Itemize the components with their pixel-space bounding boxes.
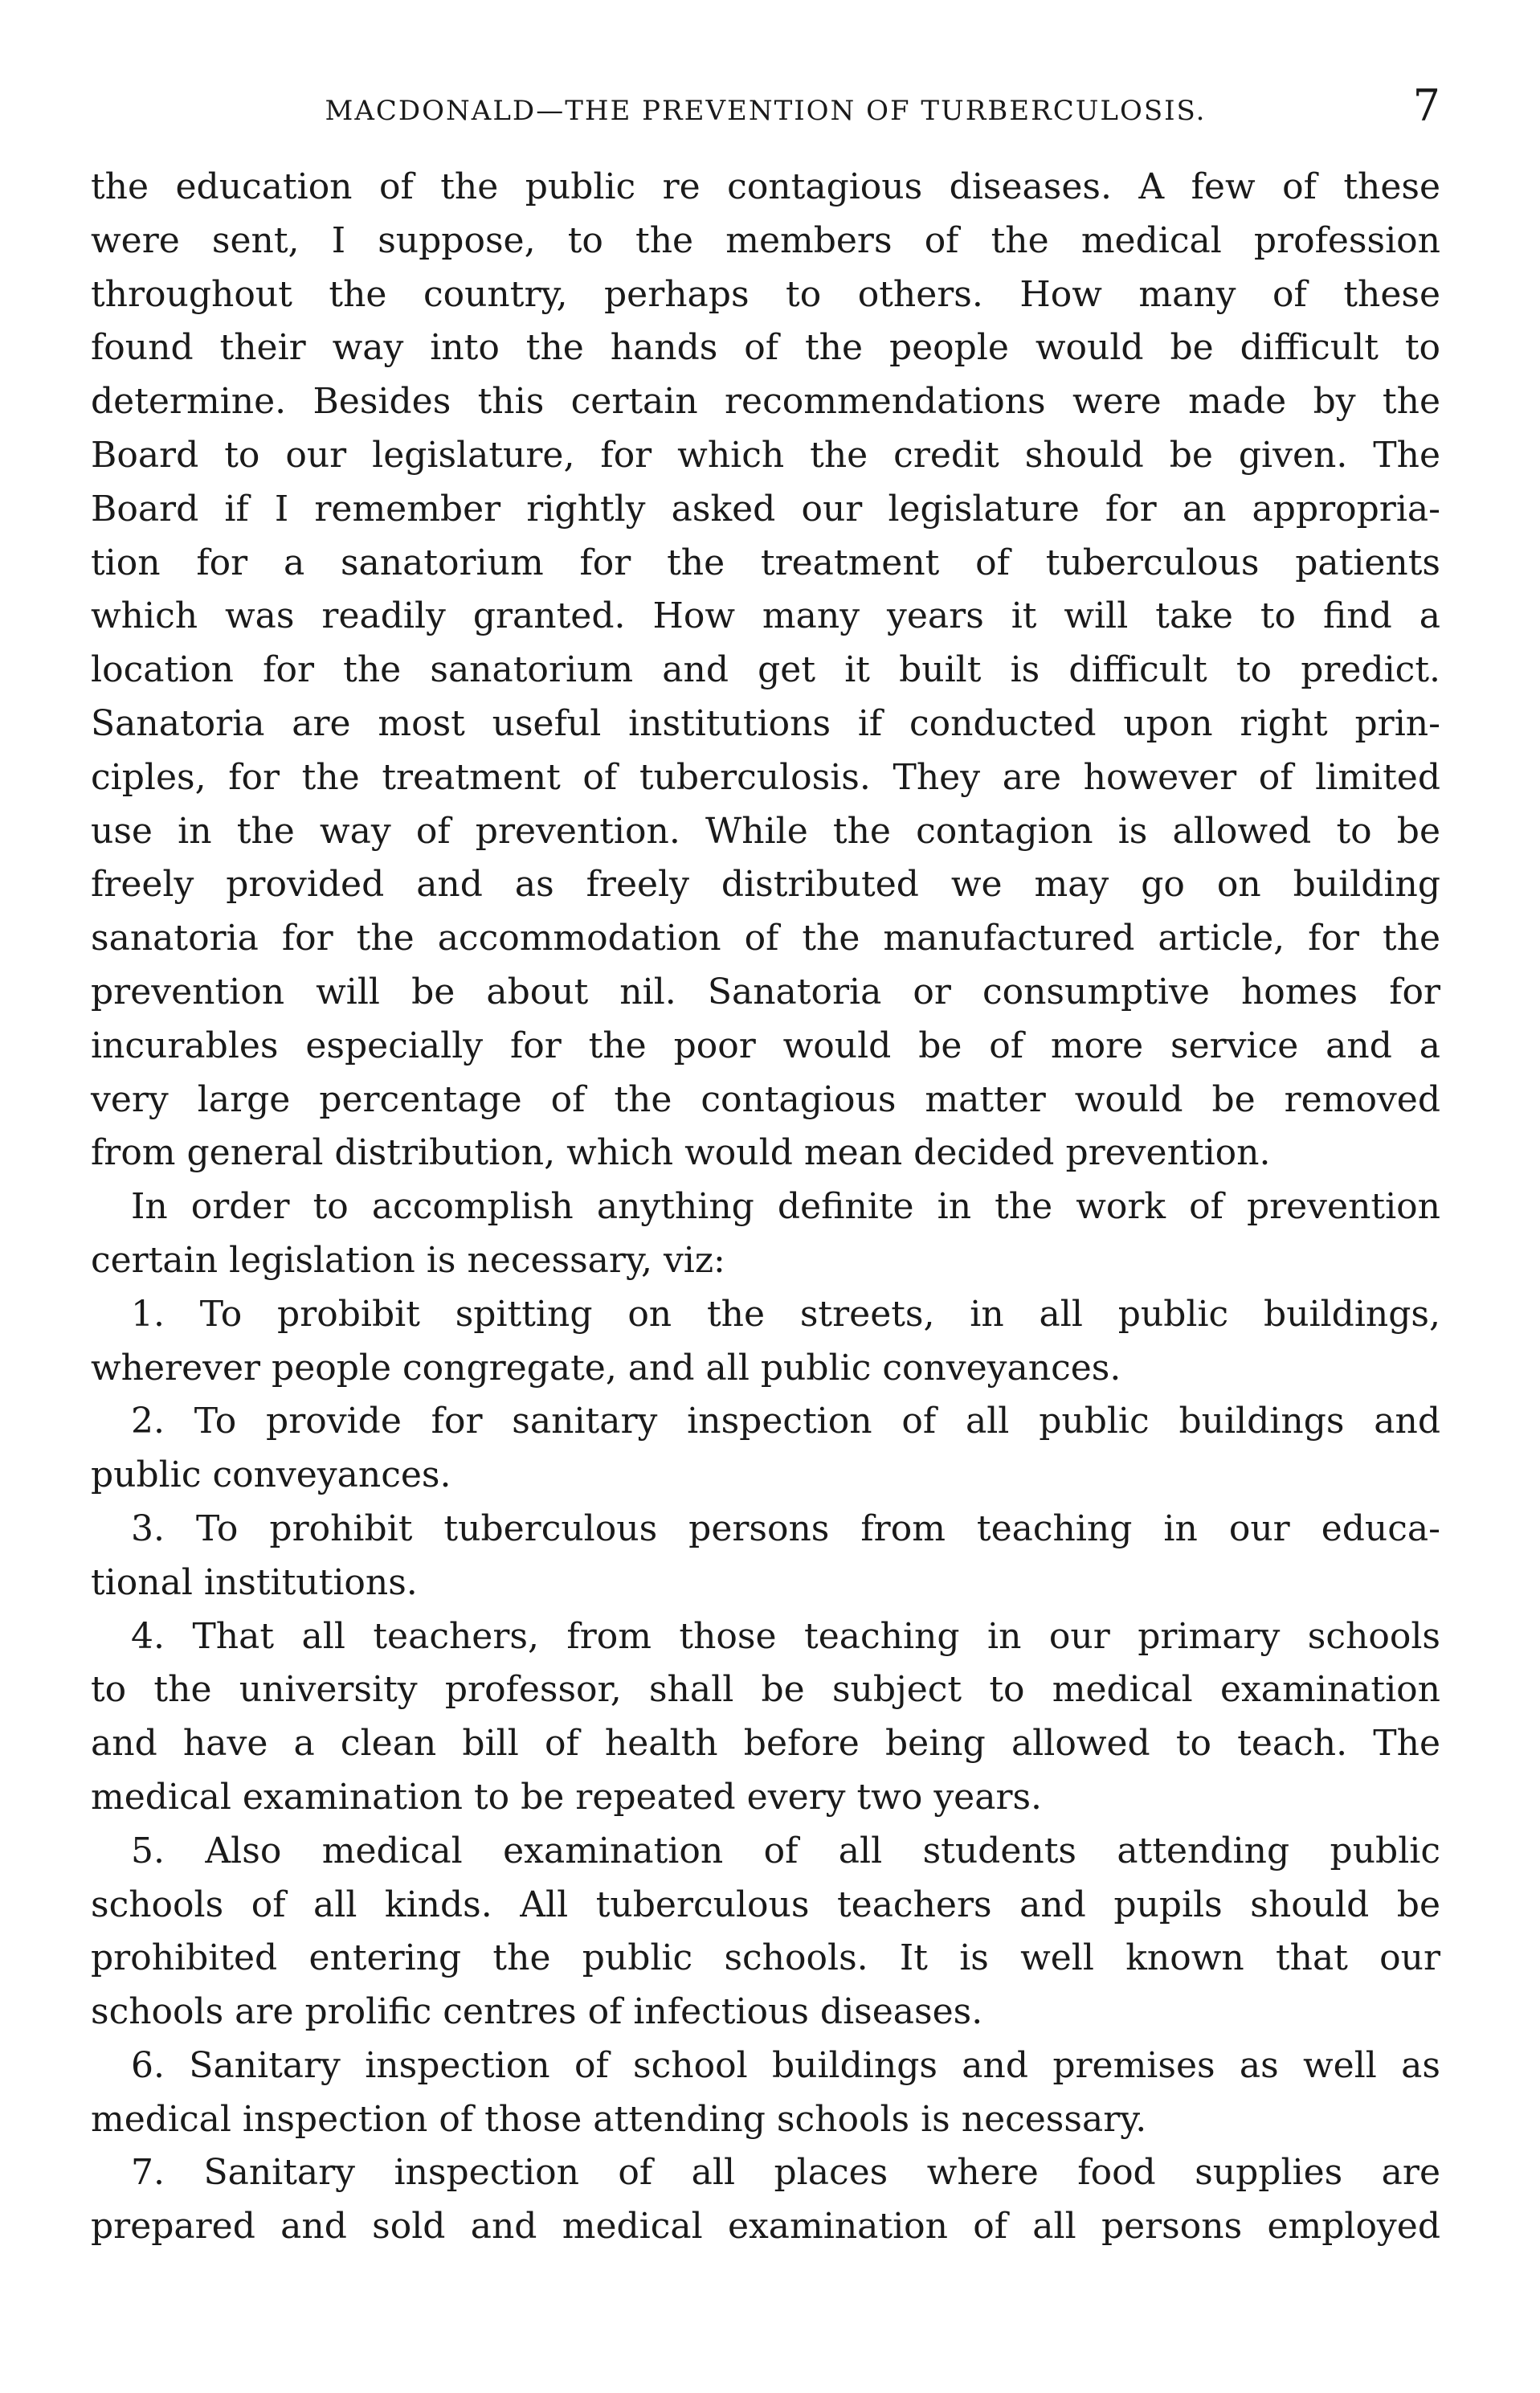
list-item-1: 1. To probibit spitting on the streets, in all public buildings,	[131, 1293, 1440, 1335]
running-head	[91, 80, 1440, 135]
text-line: throughout the country, perhaps to others. How many of these	[91, 273, 1440, 315]
text-line: to the university professor, shall be subject to medical examination	[91, 1669, 1440, 1711]
text-line: the education of the public re contagious diseases. A few of these	[91, 166, 1440, 207]
list-item-7: 7. Sanitary inspection of all places where food supplies are	[131, 2152, 1440, 2194]
text-line: certain legislation is necessary, viz:	[91, 1239, 725, 1281]
text-line: Board if I remember rightly asked our legislature for an appropria-	[91, 488, 1440, 530]
text-line: sanatoria for the accommodation of the manufactured article, for the	[91, 918, 1440, 959]
list-item-3: 3. To prohibit tuberculous persons from teaching in our educa-	[131, 1507, 1440, 1549]
text-line: medical examination to be repeated every two years.	[91, 1776, 1043, 1818]
page-number: 7	[1412, 80, 1440, 131]
text-line: tion for a sanatorium for the treatment of tuberculous patients	[91, 542, 1440, 583]
text-line: medical inspection of those attending schools is necessary.	[91, 2098, 1147, 2140]
text-line: were sent, I suppose, to the members of the medical profession	[91, 219, 1440, 261]
list-item-5: 5. Also medical examination of all students attending public	[131, 1830, 1440, 1871]
running-title: MACDONALD—THE PREVENTION OF TURBERCULOSIS.	[325, 95, 1207, 127]
text-line: prohibited entering the public schools. It is well known that our	[91, 1937, 1440, 1979]
text-line: schools are prolific centres of infectious diseases.	[91, 1991, 983, 2033]
body-text	[91, 161, 1440, 2254]
text-line: prevention will be about nil. Sanatoria or consumptive homes for	[91, 971, 1440, 1012]
text-line: ciples, for the treatment of tuberculosis. They are however of limited	[91, 756, 1440, 798]
text-line: use in the way of prevention. While the contagion is allowed to be	[91, 810, 1440, 852]
text-line: In order to accomplish anything definite in the work of prevention	[131, 1186, 1440, 1228]
text-line: found their way into the hands of the people would be difficult to	[91, 327, 1440, 369]
text-line: tional institutions.	[91, 1561, 418, 1603]
text-line: which was readily granted. How many years it will take to find a	[91, 595, 1440, 637]
text-line: Board to our legislature, for which the credit should be given. The	[91, 434, 1440, 476]
text-line: schools of all kinds. All tuberculous teachers and pupils should be	[91, 1884, 1440, 1925]
text-line: freely provided and as freely distributed we may go on building	[91, 864, 1440, 906]
text-line: prepared and sold and medical examination of all persons employed	[91, 2206, 1440, 2248]
text-line: very large percentage of the contagious matter would be removed	[91, 1078, 1440, 1120]
list-item-6: 6. Sanitary inspection of school buildings and premises as well as	[131, 2044, 1440, 2086]
text-line: and have a clean bill of health before being allowed to teach. The	[91, 1723, 1440, 1765]
text-line: determine. Besides this certain recommendations were made by the	[91, 381, 1440, 423]
text-line: location for the sanatorium and get it built is difficult to predict.	[91, 649, 1440, 691]
list-item-2: 2. To provide for sanitary inspection of all public buildings and	[131, 1401, 1440, 1442]
text-line: Sanatoria are most useful institutions if conducted upon right prin-	[91, 702, 1440, 744]
list-item-4: 4. That all teachers, from those teaching in our primary schools	[131, 1615, 1440, 1657]
text-line: public conveyances.	[91, 1454, 451, 1496]
text-line: wherever people congregate, and all public conveyances.	[91, 1347, 1121, 1389]
text-line: from general distribution, which would mean decided prevention.	[91, 1132, 1271, 1174]
text-line: incurables especially for the poor would be of more service and a	[91, 1025, 1440, 1066]
